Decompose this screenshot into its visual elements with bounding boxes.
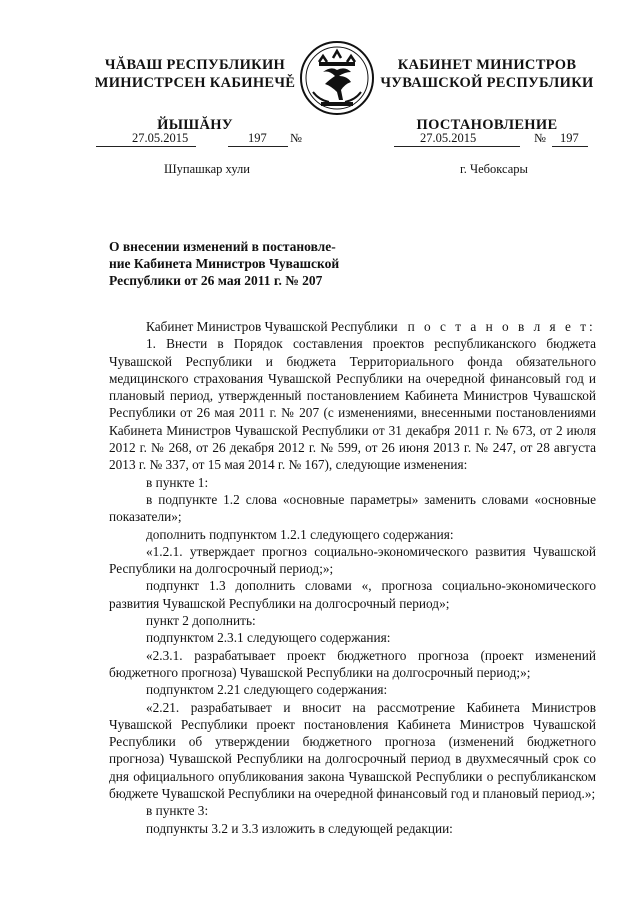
header-left — [70, 56, 320, 134]
paragraph-1: 1. Внести в Порядок составления проектов республиканского бюджета Чувашской Республики и бюджета Территориального фонда обязательного медицинского страхования Чувашской Республики на очередной финансовый год и плановый период, утвержденный постановлением Кабинета Министров Чувашской Республики от 26 мая 2011 г. № 207 (с изменениями, внесенными постановлениями Кабинета Министров Чувашской Республики от 31 декабря 2011 г. № 673, от 2 июля 2012 г. № 268, от 26 декабря 2012 г. № 599, от 26 июня 2013 г. № 247, от 28 августа 2013 г. № 337, от 15 мая 2014 г. № 167), следующие изменения: — [109, 336, 596, 473]
paragraph-8: подпунктом 2.3.1 следующего содержания: — [146, 630, 391, 646]
paragraph-12: в пункте 3: — [146, 803, 209, 819]
left-place: Шупашкар хули — [164, 162, 250, 176]
document-body — [109, 318, 596, 837]
left-date-line — [96, 131, 318, 147]
intro-text: Кабинет Министров Чувашской Республики — [146, 319, 398, 334]
coat-of-arms-icon — [299, 40, 375, 116]
intro-verb: п о с т а н о в л я е т: — [407, 319, 596, 334]
right-place: г. Чебоксары — [460, 162, 528, 176]
header-right-line2: ЧУВАШСКОЙ РЕСПУБЛИКИ — [380, 75, 594, 91]
header-left-doc-type: ЙЫШĂНУ — [157, 117, 233, 133]
left-date: 27.05.2015 — [132, 131, 189, 145]
paragraph-3: в подпункте 1.2 слова «основные параметры» заменить словами «основные показатели»; — [109, 491, 596, 525]
right-date-line — [394, 131, 594, 147]
intro-paragraph — [109, 318, 596, 335]
paragraph-7: пункт 2 дополнить: — [146, 613, 256, 629]
left-number-sign: № — [290, 131, 302, 145]
document-title — [109, 238, 379, 289]
paragraph-11: «2.21. разрабатывает и вносит на рассмотрение Кабинета Министров Чувашской Республики проект постановления Кабинета Министров Чувашской Республики об утверждении бюджетного прогноза (изменений бюджетного прогноза) Чувашской Республики на долгосрочный период в двухмесячный срок со дня официального опубликования закона Чувашской Республики о республиканском бюджете Чувашской Республики на очередной финансовый год и плановый период.»; — [109, 699, 596, 802]
header-left-line2: МИНИСТРСЕН КАБИНЕЧĚ — [94, 75, 296, 91]
right-number-sign: № — [534, 131, 546, 145]
header-left-line1: ЧĂВАШ РЕСПУБЛИКИН — [104, 57, 286, 73]
right-number: 197 — [560, 131, 579, 145]
title-line-1: О внесении изменений в постановле- — [109, 239, 336, 254]
paragraph-9: «2.3.1. разрабатывает проект бюджетного прогноза (проект изменений бюджетного прогноза) Чувашской Республики на долгосрочный период;»; — [109, 647, 596, 680]
paragraph-2: в пункте 1: — [146, 474, 209, 490]
header-right-doc-type: ПОСТАНОВЛЕНИЕ — [416, 117, 558, 133]
paragraph-6: подпункт 1.3 дополнить словами «, прогноза социально-экономического развития Чувашской Республики на долгосрочный период»; — [109, 578, 596, 611]
title-line-2: ние Кабинета Министров Чувашской — [109, 256, 340, 271]
left-number: 197 — [248, 131, 267, 145]
paragraph-13: подпункты 3.2 и 3.3 изложить в следующей редакции: — [146, 820, 453, 836]
title-line-3: Республики от 26 мая 2011 г. № 207 — [109, 273, 323, 288]
right-date: 27.05.2015 — [420, 131, 477, 145]
paragraph-4: дополнить подпунктом 1.2.1 следующего содержания: — [146, 526, 454, 542]
header-right-line1: КАБИНЕТ МИНИСТРОВ — [397, 57, 577, 73]
paragraph-10: подпунктом 2.21 следующего содержания: — [146, 682, 388, 698]
paragraph-5: «1.2.1. утверждает прогноз социально-экономического развития Чувашской Республики на долгосрочный период;»; — [109, 543, 596, 577]
header-right — [372, 56, 602, 134]
